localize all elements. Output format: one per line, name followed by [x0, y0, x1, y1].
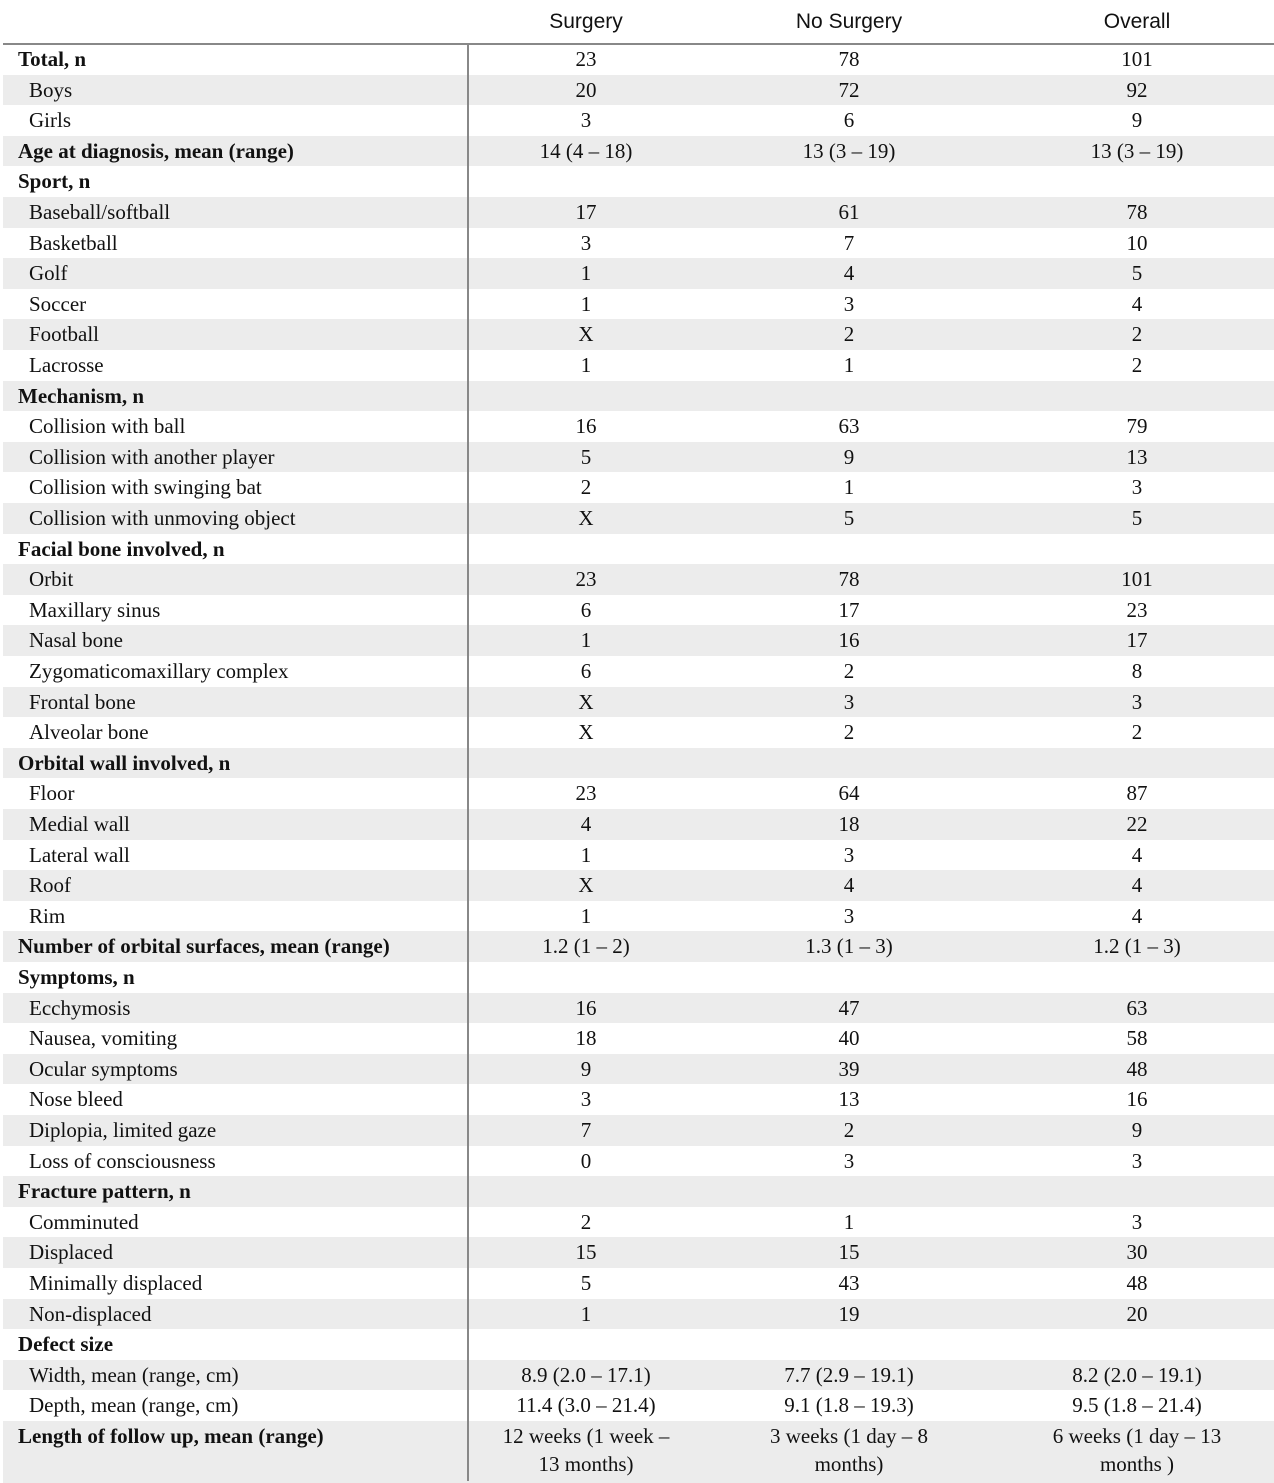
table-row — [3, 1176, 1274, 1207]
table-cell: 78 — [838, 47, 860, 71]
table-cell: 9 — [843, 444, 855, 469]
table-cell: 8.2 (2.0 – 19.1) — [1072, 1362, 1202, 1387]
table-cell: 43 — [838, 1271, 860, 1295]
table-row — [3, 411, 1274, 442]
table-cell: 30 — [1126, 1240, 1148, 1265]
table-cell: 2 — [843, 1118, 855, 1142]
table-row — [3, 962, 1274, 993]
row-label: Baseball/softball — [29, 200, 171, 224]
table-cell: 3 — [1131, 689, 1143, 714]
table-row — [3, 1207, 1274, 1238]
table-cell: 63 — [1126, 995, 1148, 1020]
table-row — [3, 687, 1274, 718]
row-label: Collision with ball — [29, 414, 186, 439]
table-cell: 9.1 (1.8 – 19.3) — [784, 1393, 914, 1418]
row-label: Basketball — [29, 230, 118, 255]
table-cell: X — [578, 720, 594, 745]
table-row — [3, 289, 1274, 320]
table-row — [3, 350, 1274, 381]
table-row — [3, 809, 1274, 840]
table-cell: 58 — [1126, 1026, 1148, 1051]
table-cell: 3 — [1131, 1209, 1143, 1234]
table-cell: 5 — [580, 1271, 592, 1295]
row-label: Roof — [29, 873, 71, 898]
row-label: Fracture pattern, n — [18, 1179, 191, 1204]
row-label: Minimally displaced — [29, 1271, 203, 1295]
table-row — [3, 1299, 1274, 1330]
table-cell: 78 — [1126, 200, 1148, 224]
table-row — [3, 1023, 1274, 1054]
table-row — [3, 1146, 1274, 1177]
table-cell: 9 — [580, 1056, 592, 1081]
table-cell: 14 (4 – 18) — [539, 138, 633, 163]
table-cell: 19 — [838, 1301, 860, 1326]
table-cell: 23 — [1126, 597, 1148, 622]
row-label: Lacrosse — [29, 353, 104, 377]
table-cell: 61 — [838, 200, 860, 224]
table-cell: 9 — [1131, 1118, 1143, 1142]
table-cell: 3 — [843, 1148, 855, 1173]
table-cell: 39 — [838, 1056, 860, 1081]
table-cell: 4 — [1131, 903, 1143, 928]
row-label: Girls — [29, 108, 71, 133]
row-label: Zygomaticomaxillary complex — [29, 659, 289, 683]
table-row — [3, 1360, 1274, 1391]
table-cell: 3 — [843, 689, 855, 714]
table-cell: 1 — [580, 903, 592, 928]
row-label: Soccer — [29, 291, 87, 316]
row-label: Medial wall — [29, 812, 130, 836]
row-label: Age at diagnosis, mean (range) — [18, 138, 294, 163]
table-cell: 8 — [1131, 659, 1143, 683]
row-label: Width, mean (range, cm) — [29, 1362, 239, 1387]
table-cell: 13 (3 – 19) — [802, 138, 896, 163]
table-header — [0, 0, 1274, 44]
table-cell: 16 — [1126, 1087, 1148, 1112]
table-cell: 1 — [580, 261, 592, 286]
table-cell: months) — [814, 1452, 884, 1476]
table-cell: 4 — [843, 873, 855, 898]
table-cell: 6 — [580, 597, 592, 622]
table-cell: 16 — [575, 995, 597, 1020]
table-cell: 18 — [575, 1026, 597, 1051]
row-label: Lateral wall — [29, 842, 130, 867]
row-label: Mechanism, n — [18, 383, 144, 408]
table-cell: 6 — [580, 659, 592, 683]
table-cell: 5 — [580, 444, 592, 469]
table-cell: 3 — [843, 903, 855, 928]
table-cell: 87 — [1126, 781, 1148, 806]
table-cell: 40 — [838, 1026, 860, 1051]
table-cell: 101 — [1121, 567, 1153, 592]
table-cell: 7.7 (2.9 – 19.1) — [784, 1362, 914, 1387]
table-cell: 20 — [575, 77, 597, 102]
table-cell: 23 — [575, 47, 597, 71]
table-cell: 1 — [580, 291, 592, 316]
row-label: Non-displaced — [29, 1301, 152, 1326]
table-row — [3, 258, 1274, 289]
table-row — [3, 931, 1274, 962]
table-cell: 3 — [843, 842, 855, 867]
row-label: Orbit — [29, 567, 74, 592]
table-cell: 7 — [580, 1118, 592, 1142]
row-label: Loss of consciousness — [29, 1148, 216, 1173]
row-label: Ecchymosis — [29, 995, 131, 1020]
row-label: Collision with swinging bat — [29, 475, 262, 500]
table-cell: 63 — [838, 414, 860, 439]
table-row — [3, 595, 1274, 626]
table-cell: X — [578, 689, 594, 714]
table-cell: 2 — [1131, 720, 1143, 745]
table-row — [3, 534, 1274, 565]
table-cell: 48 — [1126, 1271, 1148, 1295]
table-cell: 2 — [843, 322, 855, 347]
table-cell: 3 — [1131, 1148, 1143, 1173]
row-label: Nausea, vomiting — [29, 1026, 178, 1051]
table-cell: 3 — [580, 230, 592, 255]
row-label: Depth, mean (range, cm) — [29, 1393, 239, 1418]
table-cell: 72 — [838, 77, 860, 102]
table-cell: 16 — [575, 414, 597, 439]
table-cell: 4 — [1131, 842, 1143, 867]
table-cell: 1 — [843, 1209, 855, 1234]
row-label: Rim — [29, 903, 66, 928]
table-cell: 8.9 (2.0 – 17.1) — [521, 1362, 651, 1387]
table-row — [3, 1084, 1274, 1115]
column-header-overall: Overall — [1103, 10, 1171, 33]
table-cell: 92 — [1126, 77, 1148, 102]
column-header-surgery: Surgery — [549, 10, 623, 33]
table-cell: 10 — [1126, 230, 1148, 255]
table-cell: 2 — [1131, 353, 1143, 377]
table-cell: 1 — [843, 353, 855, 377]
table-cell: X — [578, 873, 594, 898]
table-row — [3, 1115, 1274, 1146]
table-cell: 15 — [838, 1240, 860, 1265]
table-cell: 17 — [1126, 628, 1148, 653]
table-cell: 1.2 (1 – 2) — [542, 934, 630, 959]
table-row — [3, 1054, 1274, 1085]
table-cell: 48 — [1126, 1056, 1148, 1081]
table-row — [3, 901, 1274, 932]
table-cell: 13 — [838, 1087, 860, 1112]
row-label: Displaced — [29, 1240, 113, 1265]
table-cell: 9 — [1131, 108, 1143, 133]
row-label: Golf — [29, 261, 68, 286]
row-label: Nose bleed — [29, 1087, 123, 1112]
table-cell: 3 — [843, 291, 855, 316]
table-cell: 23 — [575, 567, 597, 592]
table-cell: 2 — [580, 1209, 592, 1234]
table-cell: 18 — [838, 812, 860, 836]
table-row — [3, 197, 1274, 228]
row-label: Orbital wall involved, n — [18, 750, 231, 775]
table-row — [3, 75, 1274, 106]
table-row — [3, 44, 1274, 75]
row-label: Diplopia, limited gaze — [29, 1118, 217, 1142]
table-cell: 4 — [1131, 291, 1143, 316]
row-label: Length of follow up, mean (range) — [18, 1424, 324, 1448]
table-cell: 0 — [580, 1148, 592, 1173]
table-cell: 5 — [843, 506, 855, 530]
table-row — [3, 1329, 1274, 1360]
table-cell: 17 — [838, 597, 860, 622]
table-row — [3, 319, 1274, 350]
row-label: Sport, n — [18, 169, 91, 194]
table-row — [3, 105, 1274, 136]
table-cell: 1 — [580, 628, 592, 653]
row-label: Comminuted — [29, 1209, 139, 1234]
row-label: Boys — [29, 77, 73, 102]
row-label: Total, n — [18, 47, 87, 71]
table-cell: 2 — [1131, 322, 1143, 347]
row-label: Nasal bone — [29, 628, 123, 653]
row-label: Frontal bone — [29, 689, 136, 714]
row-label: Maxillary sinus — [29, 597, 161, 622]
table-row — [3, 870, 1274, 901]
table-cell: 13 — [1126, 444, 1148, 469]
row-label: Facial bone involved, n — [18, 536, 225, 561]
table-cell: 17 — [575, 200, 597, 224]
table-cell: 79 — [1126, 414, 1148, 439]
table-cell: 7 — [843, 230, 855, 255]
table-row — [3, 442, 1274, 473]
table-cell: 9.5 (1.8 – 21.4) — [1072, 1393, 1202, 1418]
table-row — [3, 228, 1274, 259]
table-row — [3, 1237, 1274, 1268]
table-row — [3, 1268, 1274, 1299]
table-cell: X — [578, 322, 594, 347]
table-cell: 4 — [580, 812, 592, 836]
row-label: Defect size — [18, 1332, 114, 1357]
table-cell: 3 — [1131, 475, 1143, 500]
table-row — [3, 1390, 1274, 1421]
table-cell: 11.4 (3.0 – 21.4) — [516, 1393, 656, 1418]
table-cell: 1.2 (1 – 3) — [1093, 934, 1181, 959]
table-cell: 22 — [1126, 812, 1148, 836]
table-cell: 1.3 (1 – 3) — [805, 934, 893, 959]
row-label: Ocular symptoms — [29, 1056, 178, 1081]
row-label: Collision with another player — [29, 444, 275, 469]
table-cell: 47 — [838, 995, 860, 1020]
table-cell: 3 weeks (1 day – 8 — [769, 1424, 929, 1448]
table-cell: 3 — [580, 108, 592, 133]
table-cell: 2 — [843, 720, 855, 745]
table-cell: 16 — [838, 628, 860, 653]
row-label: Floor — [29, 781, 75, 806]
table-row — [3, 778, 1274, 809]
table-cell: 101 — [1121, 47, 1153, 71]
table-cell: 64 — [838, 781, 860, 806]
table-row — [3, 1421, 1274, 1483]
table-row — [3, 993, 1274, 1024]
table-row — [3, 381, 1274, 412]
table-cell: 4 — [843, 261, 855, 286]
table-row — [3, 625, 1274, 656]
table-row — [3, 166, 1274, 197]
table-cell: 4 — [1131, 873, 1143, 898]
table-cell: 13 (3 – 19) — [1090, 138, 1184, 163]
table-cell: 2 — [843, 659, 855, 683]
table-cell: 12 weeks (1 week – — [502, 1424, 670, 1448]
table-row — [3, 656, 1274, 687]
table-cell: 6 weeks (1 day – 13 — [1052, 1424, 1222, 1448]
row-label: Collision with unmoving object — [29, 506, 296, 530]
table-cell: 1 — [580, 353, 592, 377]
table-cell: 5 — [1131, 506, 1143, 530]
table-cell: 23 — [575, 781, 597, 806]
table-cell: 78 — [838, 567, 860, 592]
table-cell: 20 — [1126, 1301, 1148, 1326]
table-cell: 1 — [843, 475, 855, 500]
table-row — [3, 472, 1274, 503]
table-row — [3, 748, 1274, 779]
table-cell: 5 — [1131, 261, 1143, 286]
row-label: Football — [29, 322, 100, 347]
column-divider — [467, 44, 469, 1481]
table-cell: months ) — [1099, 1452, 1175, 1476]
table-cell: 6 — [843, 108, 855, 133]
table-row — [3, 503, 1274, 534]
table-row — [3, 717, 1274, 748]
row-label: Alveolar bone — [29, 720, 149, 745]
column-header-no-surgery: No Surgery — [795, 10, 903, 33]
table-row — [3, 136, 1274, 167]
table-cell: X — [578, 506, 594, 530]
row-label: Number of orbital surfaces, mean (range) — [18, 934, 390, 959]
table-cell: 15 — [575, 1240, 597, 1265]
table-cell: 2 — [580, 475, 592, 500]
table-cell: 3 — [580, 1087, 592, 1112]
row-label: Symptoms, n — [18, 965, 135, 989]
table-cell: 13 months) — [538, 1452, 634, 1476]
table-cell: 1 — [580, 1301, 592, 1326]
table-row — [3, 840, 1274, 871]
table-row — [3, 564, 1274, 595]
table-cell: 1 — [580, 842, 592, 867]
